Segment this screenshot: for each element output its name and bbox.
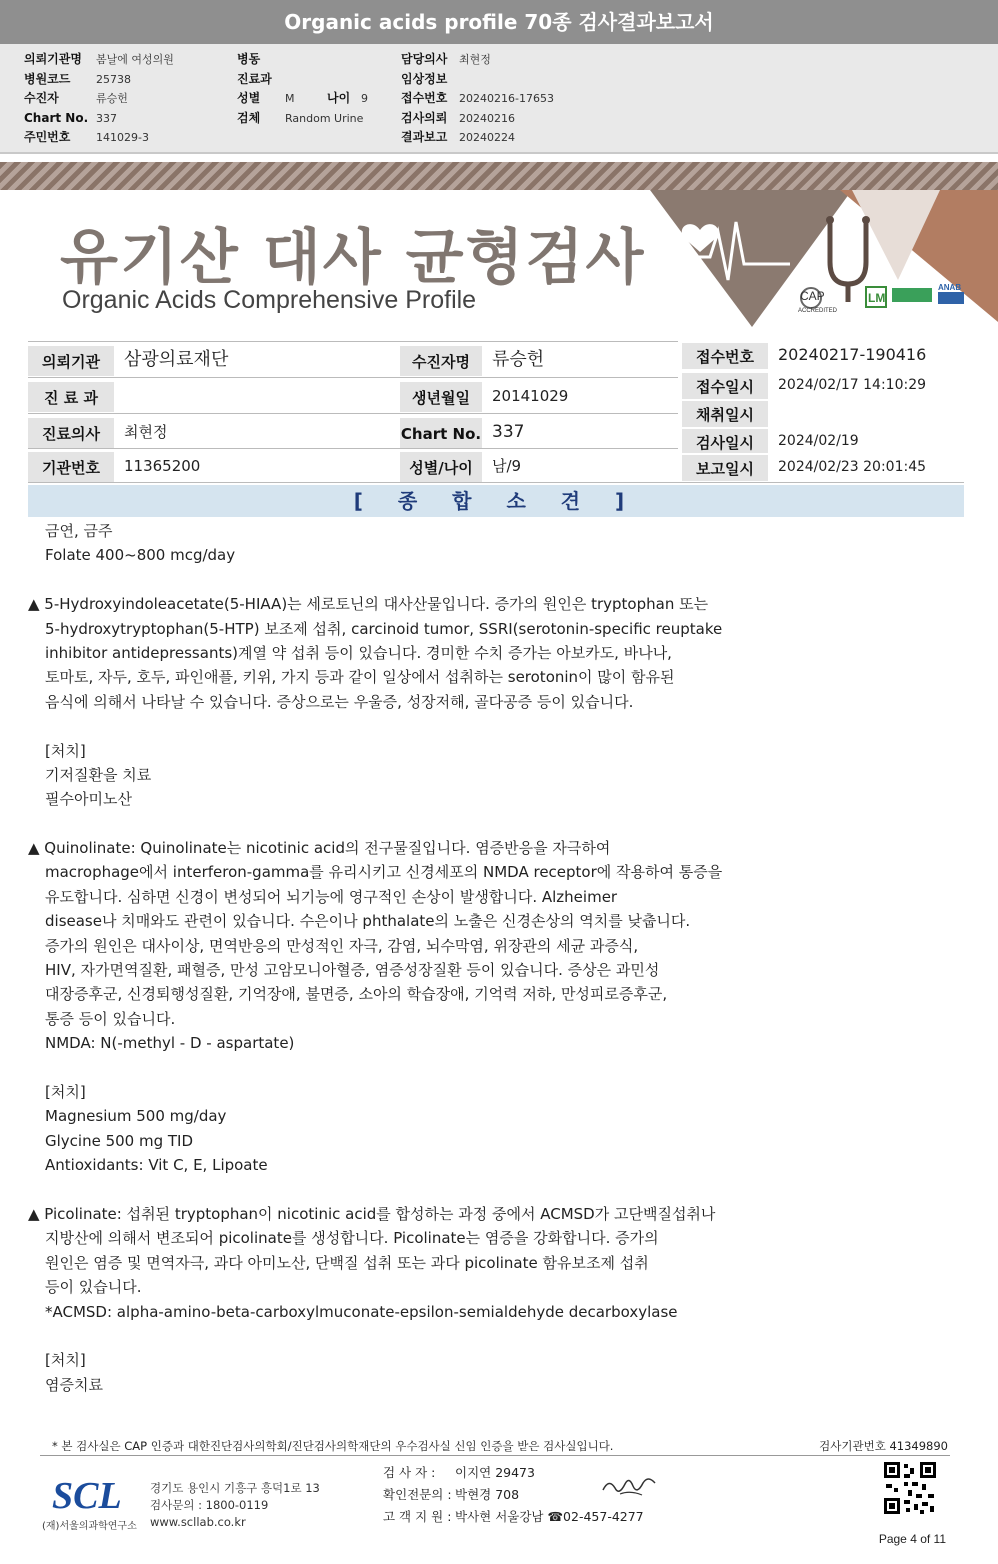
meta-value: 최현정 bbox=[459, 53, 491, 66]
collect-value bbox=[770, 399, 964, 427]
test-date-label: 검사일시 bbox=[682, 427, 768, 455]
footer-inquiry: 검사문의 : 1800-0119 bbox=[150, 1498, 269, 1512]
stethoscope-icon bbox=[862, 216, 870, 224]
summary-line: 음식에 의해서 나타날 수 있습니다. 증상으로는 우울증, 성장저해, 골다공증 등이 있습니다. bbox=[45, 692, 634, 711]
support-row bbox=[383, 1507, 644, 1525]
meta-label: 담당의사 bbox=[401, 52, 448, 66]
banner-title-en: Organic Acids Comprehensive Profile bbox=[62, 286, 477, 314]
summary-line: 등이 있습니다. bbox=[45, 1278, 142, 1297]
summary-heading: [ 종 합 소 견 ] bbox=[28, 485, 964, 517]
summary-line: 기저질환을 치료 bbox=[45, 765, 152, 784]
footer-accreditation-note: * 본 검사실은 CAP 인증과 대한진단검사의학회/진단검사의학재단의 우수검사실 신임 인증을 받은 검사실입니다. bbox=[52, 1439, 614, 1453]
meta-value: 337 bbox=[96, 111, 117, 125]
blank-line bbox=[28, 714, 798, 738]
footer-lab-number: 검사기관번호 41349890 bbox=[819, 1439, 948, 1453]
collect-label: 채취일시 bbox=[682, 399, 768, 427]
support-value: 박사현 서울강남 ☎02-457-4277 bbox=[455, 1509, 644, 1524]
summary-line: macrophage에서 interferon-gamma를 유리시키고 신경세포의 NMDA receptor에 작용하여 통증을 bbox=[45, 863, 723, 882]
meta-label: 주민번호 bbox=[24, 130, 71, 144]
summary-line: 금연, 금주 bbox=[45, 522, 113, 540]
meta-value: 20240216 bbox=[459, 111, 515, 125]
institution-value: 삼광의료재단 bbox=[124, 349, 229, 370]
meta-value: 봄날에 여성의원 bbox=[96, 53, 174, 66]
summary-line: 원인은 염증 및 면역자극, 과다 아미노산, 단백질 섭취 또는 과다 picolinate 함유보조제 섭취 bbox=[45, 1253, 649, 1272]
receipt-no-value: 20240217-190416 bbox=[778, 345, 927, 364]
summary-line: *ACMSD: alpha-amino-beta-carboxylmuconate-epsilon-semialdehyde decarboxylase bbox=[45, 1302, 678, 1321]
receipt-date-value: 2024/02/17 14:10:29 bbox=[778, 377, 927, 393]
meta-label: 성별 bbox=[237, 91, 261, 105]
summary-line: Antioxidants: Vit C, E, Lipoate bbox=[45, 1156, 268, 1175]
meta-label: 병원코드 bbox=[24, 71, 71, 86]
meta-label: 수진자 bbox=[24, 91, 59, 105]
meta-col-1 bbox=[24, 50, 174, 148]
summary-line: 대장증후군, 신경퇴행성질환, 기억장애, 불면증, 소아의 학습장애, 기억력 저하, 만성피로증후군, bbox=[45, 985, 668, 1004]
blank-line bbox=[28, 812, 798, 836]
meta-value: 류승헌 bbox=[96, 92, 128, 105]
summary-line: [처치] bbox=[45, 1351, 86, 1370]
meta-col-3 bbox=[401, 50, 554, 148]
summary-line: 증가의 원인은 대사이상, 면역반응의 만성적인 자극, 감염, 뇌수막염, 위장관의 세균 과증식, bbox=[45, 936, 639, 955]
report-meta bbox=[0, 44, 998, 154]
summary-line: Folate 400~800 mcg/day bbox=[45, 546, 236, 565]
summary-line: disease나 치매와도 관련이 있습니다. 수은이나 phthalate의 노출은 신경손상의 역치를 낮춥니다. bbox=[45, 912, 691, 931]
signature-icon bbox=[600, 1474, 660, 1500]
scl-logo: SCL bbox=[52, 1475, 122, 1517]
chart-label: Chart No. bbox=[400, 416, 482, 448]
summary-line: ▲ 5-Hydroxyindoleacetate(5-HIAA)는 세로토닌의 대사산물입니다. 증가의 원인은 tryptophan 또는 bbox=[28, 595, 709, 614]
summary-line: 통증 등이 있습니다. bbox=[45, 1009, 176, 1028]
meta-value: Random Urine bbox=[285, 111, 364, 125]
meta-label: 의뢰기관명 bbox=[24, 52, 82, 66]
specialist-value: 박현경 708 bbox=[455, 1487, 520, 1502]
doctor-label: 진료의사 bbox=[28, 416, 114, 448]
summary-line: [처치] bbox=[45, 741, 86, 760]
summary-line: 유도합니다. 심하면 신경이 변성되어 뇌기능에 영구적인 손상이 발생합니다. Alzheimer bbox=[45, 887, 618, 906]
blank-line bbox=[28, 568, 798, 592]
meta-label: 나이 bbox=[327, 91, 351, 105]
chart-value: 337 bbox=[492, 422, 525, 442]
blank-line bbox=[28, 1056, 798, 1080]
summary-line: 필수아미노산 bbox=[45, 790, 132, 809]
blank-line bbox=[28, 1178, 798, 1202]
summary-line: inhibitor antidepressants)계열 약 섭취 등이 있습니다. 경미한 수치 증가는 아보카도, 바나나, bbox=[45, 643, 672, 662]
scl-organization: (재)서울의과학연구소 bbox=[42, 1521, 137, 1532]
footer-divider bbox=[40, 1455, 950, 1456]
patient-value: 류승헌 bbox=[492, 349, 545, 370]
table-divider bbox=[28, 413, 678, 414]
banner-decoration bbox=[640, 162, 998, 327]
table-divider bbox=[28, 377, 678, 378]
summary-line: ▲ Quinolinate: Quinolinate는 nicotinic acid의 전구물질입니다. 염증반응을 자극하여 bbox=[28, 839, 611, 858]
summary-line: 5-hydroxytryptophan(5-HTP) 보조제 섭취, carcinoid tumor, SSRI(serotonin-specific reuptake bbox=[45, 619, 723, 638]
qr-code-icon bbox=[882, 1460, 938, 1516]
summary-line: HIV, 자가면역질환, 패혈증, 만성 고암모니아혈증, 염증성장질환 등이 있습니다. 증상은 과민성 bbox=[45, 961, 660, 980]
table-divider bbox=[28, 448, 678, 449]
page-number: Page 4 of 11 bbox=[878, 1532, 946, 1546]
summary-line: Magnesium 500 mg/day bbox=[45, 1107, 227, 1126]
banner-title-ko: 유기산 대사 균형검사 bbox=[60, 223, 646, 293]
meta-label: 검사의뢰 bbox=[401, 110, 448, 125]
meta-label: 결과보고 bbox=[401, 130, 448, 144]
specialist-label: 확인전문의 : bbox=[383, 1487, 452, 1502]
sexage-value: 남/9 bbox=[492, 457, 522, 475]
birth-value: 20141029 bbox=[492, 387, 569, 405]
code-value: 11365200 bbox=[124, 457, 201, 475]
summary-body bbox=[28, 519, 798, 1397]
meta-label: Chart No. bbox=[24, 110, 89, 125]
meta-label: 검체 bbox=[237, 110, 261, 125]
meta-value: 141029-3 bbox=[96, 131, 149, 144]
blank-line bbox=[28, 1324, 798, 1348]
meta-label: 진료과 bbox=[237, 71, 272, 86]
report-date-label: 보고일시 bbox=[682, 453, 768, 481]
patient-label: 수진자명 bbox=[400, 344, 482, 376]
support-label: 고 객 지 원 : bbox=[383, 1509, 452, 1524]
cap-logo-sub: ACCREDITED bbox=[798, 308, 838, 314]
examiner-value: 이지연 29473 bbox=[455, 1465, 535, 1480]
meta-value: 20240216-17653 bbox=[459, 92, 554, 105]
summary-line: [처치] bbox=[45, 1082, 86, 1101]
table-divider bbox=[28, 341, 678, 342]
lm-logo: LM bbox=[868, 291, 886, 305]
examiner-row bbox=[383, 1463, 535, 1481]
receipt-date-label: 접수일시 bbox=[682, 371, 768, 399]
accreditation-logo-icon bbox=[892, 288, 932, 302]
code-label: 기관번호 bbox=[28, 450, 114, 482]
meta-label: 접수번호 bbox=[401, 91, 448, 105]
footer-address: 경기도 용인시 기흥구 흥덕1로 13 bbox=[150, 1481, 320, 1495]
test-date-value: 2024/02/19 bbox=[778, 433, 859, 449]
summary-line: 토마토, 자두, 호두, 파인애플, 키위, 가지 등과 같이 일상에서 섭취하는 serotonin이 많이 함유된 bbox=[45, 668, 675, 687]
sexage-label: 성별/나이 bbox=[400, 450, 482, 482]
meta-value: 20240224 bbox=[459, 131, 515, 144]
anab-logo-icon bbox=[938, 292, 964, 304]
stethoscope-icon bbox=[830, 222, 866, 284]
meta-value: 9 bbox=[361, 92, 368, 105]
summary-line: ▲ Picolinate: 섭취된 tryptophan이 nicotinic acid를 합성하는 과정 중에서 ACMSD가 고단백질섭취나 bbox=[28, 1204, 716, 1223]
report-date-value: 2024/02/23 20:01:45 bbox=[778, 459, 927, 475]
summary-line: NMDA: N(-methyl - D - aspartate) bbox=[45, 1034, 295, 1053]
footer-website[interactable]: www.scllab.co.kr bbox=[150, 1515, 246, 1529]
meta-label: 임상정보 bbox=[401, 71, 448, 86]
dept-label: 진 료 과 bbox=[28, 380, 114, 412]
institution-label: 의뢰기관 bbox=[28, 344, 114, 376]
specialist-row bbox=[383, 1485, 519, 1503]
cap-logo: CAP bbox=[800, 289, 825, 303]
summary-line: 지방산에 의해서 변조되어 picolinate를 생성합니다. Picolinate는 염증을 강화합니다. 증가의 bbox=[45, 1229, 659, 1248]
doctor-value: 최현정 bbox=[124, 423, 168, 441]
patient-info-table bbox=[28, 341, 964, 483]
summary-line: 염증치료 bbox=[45, 1375, 103, 1394]
dept-value bbox=[116, 380, 396, 412]
meta-label: 병동 bbox=[237, 52, 261, 66]
summary-line: Glycine 500 mg TID bbox=[45, 1131, 194, 1150]
table-divider bbox=[28, 482, 964, 483]
meta-col-2 bbox=[237, 50, 368, 128]
birth-label: 생년월일 bbox=[400, 380, 482, 412]
examiner-label: 검 사 자 : bbox=[383, 1465, 436, 1480]
report-title: Organic acids profile 70종 검사결과보고서 bbox=[0, 0, 998, 44]
anab-logo: ANAB bbox=[938, 283, 962, 292]
receipt-no-label: 접수번호 bbox=[682, 341, 768, 369]
meta-value: 25738 bbox=[96, 72, 131, 86]
meta-value: M bbox=[285, 92, 295, 105]
stethoscope-icon bbox=[826, 216, 834, 224]
